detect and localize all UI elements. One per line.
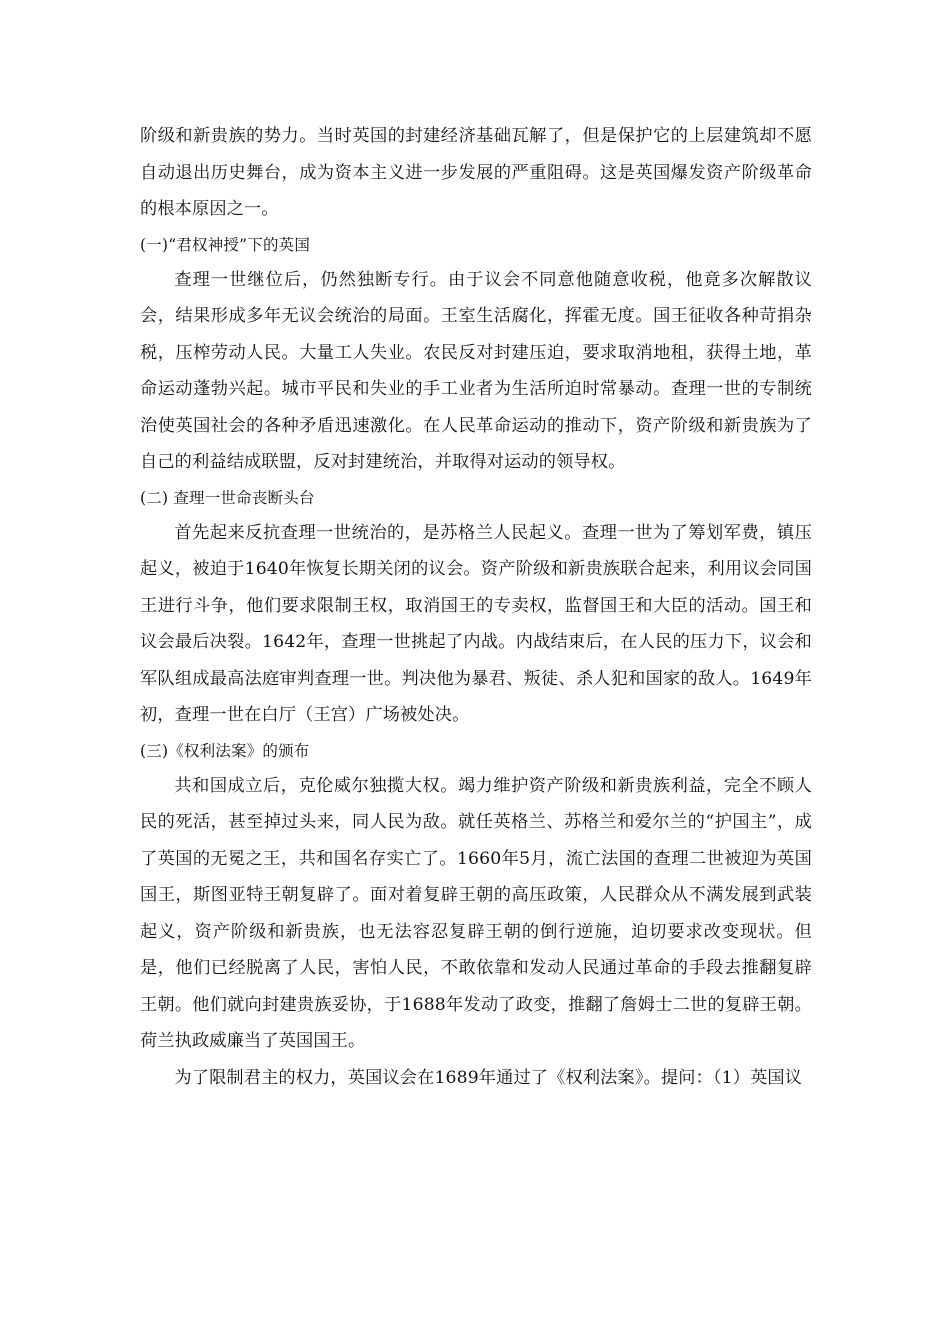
section-heading-3: (三)《权利法案》的颁布 [140, 741, 310, 760]
paragraph-charles-reign: 查理一世继位后，仍然独断专行。由于议会不同意他随意收税，他竟多次解散议会，结果形成多年无议会统治的局面。王室生活腐化，挥霍无度。国王征收各种苛捐杂税，压榨劳动人民。大量工人失业。农民反对封建压迫，要求取消地租，获得土地，革命运动蓬勃兴起。城市平民和失业的手工业者为生活所迫时常暴动。查理一世的专制统治使英国社会的各种矛盾迅速激化。在人民革命运动的推动下，资产阶级和新贵族为了自己的利益结成联盟，反对封建统治，并取得对运动的领导权。 [140, 269, 812, 472]
section-heading-2: (二) 查理一世命丧断头台 [140, 488, 315, 507]
paragraph-commonwealth: 共和国成立后，克伦威尔独揽大权。竭力维护资产阶级和新贵族利益，完全不顾人民的死活，甚至掉过头来，同人民为敌。就任英格兰、苏格兰和爱尔兰的“护国主”，成了英国的无冕之王，共和国名存实亡了。1660年5月，流亡法国的查理二世被迎为英国国王，斯图亚特王朝复辟了。面对着复辟王朝的高压政策，人民群众从不满发展到武装起义，资产阶级和新贵族，也无法容忍复辟王朝的倒行逆施，迫切要求改变现状。但是，他们已经脱离了人民，害怕人民，不敢依靠和发动人民通过革命的手段去推翻复辟王朝。他们就向封建贵族妥协，于1688年发动了政变，推翻了詹姆士二世的复辟王朝。荷兰执政威廉当了英国国王。 [140, 775, 812, 1051]
document-body [140, 118, 812, 1096]
section-heading-1: (一)“君权神授”下的英国 [140, 235, 311, 254]
paragraph-bill-of-rights: 为了限制君主的权力，英国议会在1689年通过了《权利法案》。提问：（1）英国议 [174, 1067, 803, 1088]
paragraph-continuation: 阶级和新贵族的势力。当时英国的封建经济基础瓦解了，但是保护它的上层建筑却不愿自动退出历史舞台，成为资本主义进一步发展的严重阻碍。这是英国爆发资产阶级革命的根本原因之一。 [140, 126, 812, 219]
paragraph-civil-war: 首先起来反抗查理一世统治的，是苏格兰人民起义。查理一世为了筹划军费，镇压起义，被迫于1640年恢复长期关闭的议会。资产阶级和新贵族联合起来，利用议会同国王进行斗争，他们要求限制王权，取消国王的专卖权，监督国王和大臣的活动。国王和议会最后决裂。1642年，查理一世挑起了内战。内战结束后，在人民的压力下，议会和军队组成最高法庭审判查理一世。判决他为暴君、叛徒、杀人犯和国家的敌人。1649年初，查理一世在白厅（王宫）广场被处决。 [140, 522, 812, 725]
